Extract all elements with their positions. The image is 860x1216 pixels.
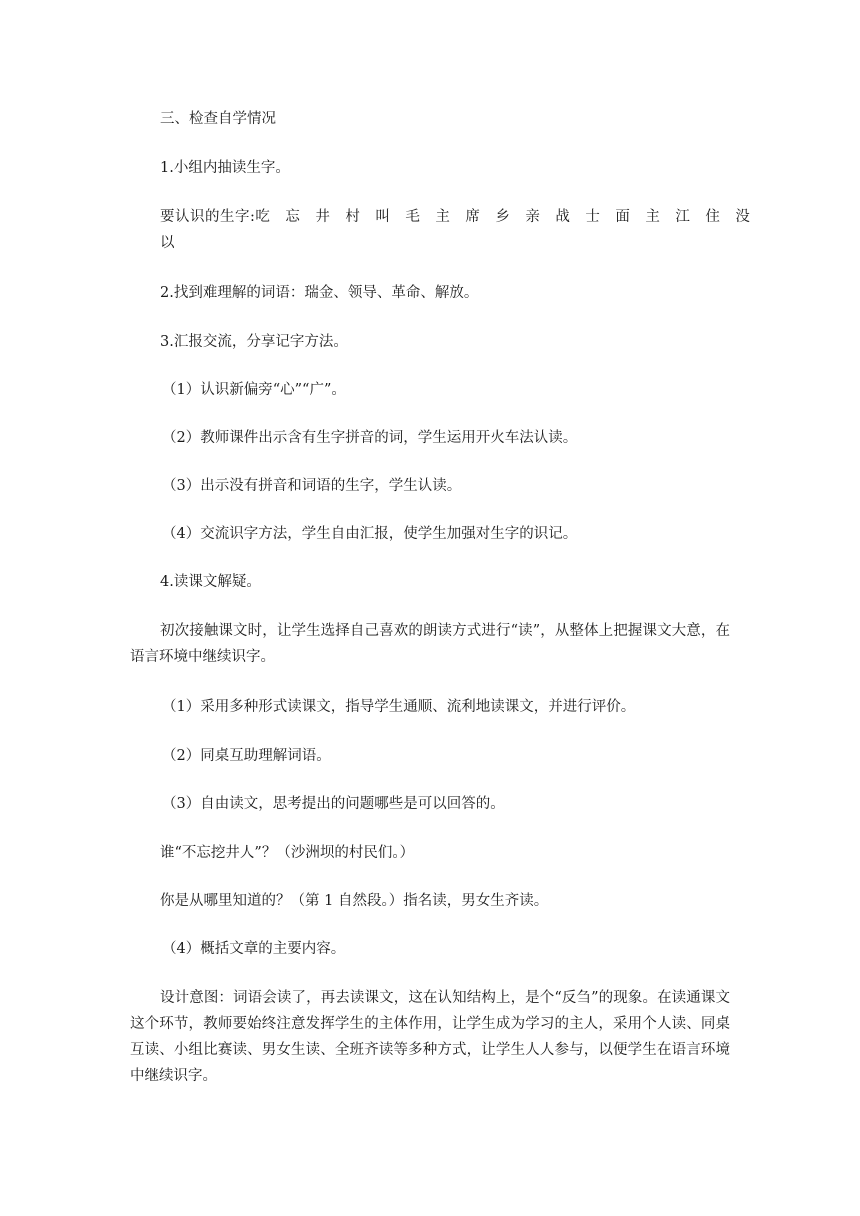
step-4-item: （4）概括文章的主要内容。 <box>162 941 346 957</box>
question-2: 你是从哪里知道的？（第 1 自然段。）指名读，男女生齐读。 <box>160 893 549 909</box>
design-intent: 设计意图：词语会读了，再去读课文，这在认知结构上，是个“反刍”的现象。在读通课文这个环节，教师要始终注意发挥学生的主体作用，让学生成为学习的主人，采用个人读、同桌互读、小组比赛读、男女生读、全班齐读等多种方式，让学生人人参与，以便学生在语言环境中继续识字。 <box>130 990 730 1084</box>
step-4-item: （1）采用多种形式读课文，指导学生通顺、流利地读课文，并进行评价。 <box>162 699 636 715</box>
step-1: 1.小组内抽读生字。 <box>160 160 290 176</box>
section-heading: 三、检查自学情况 <box>160 111 276 127</box>
step-2: 2.找到难理解的词语：瑞金、领导、革命、解放。 <box>160 285 479 301</box>
step-3-item: （2）教师课件出示含有生字拼音的词，学生运用开火车法认读。 <box>162 430 578 446</box>
step-4-item: （3）自由读文，思考提出的问题哪些是可以回答的。 <box>162 796 505 812</box>
step-3-item: （4）交流识字方法，学生自由汇报，使学生加强对生字的识记。 <box>162 526 578 542</box>
step-4-intro: 初次接触课文时，让学生选择自己喜欢的朗读方式进行“读”，从整体上把握课文大意，在语言环境中继续识字。 <box>130 623 730 665</box>
step-3-item: （1）认识新偏旁“心”“广”。 <box>162 382 346 398</box>
step-3: 3.汇报交流，分享记字方法。 <box>160 334 348 350</box>
step-4: 4.读课文解疑。 <box>160 574 261 590</box>
step-3-item: （3）出示没有拼音和词语的生字，学生认读。 <box>162 478 462 494</box>
step-4-item: （2）同桌互助理解词语。 <box>162 748 331 764</box>
new-characters-list: 要认识的生字:吃 忘 井 村 叫 毛 主 席 乡 亲 战 士 面 主 江 住 没 以 <box>160 209 766 251</box>
question-1: 谁“不忘挖井人”？（沙洲坝的村民们。） <box>160 845 415 861</box>
